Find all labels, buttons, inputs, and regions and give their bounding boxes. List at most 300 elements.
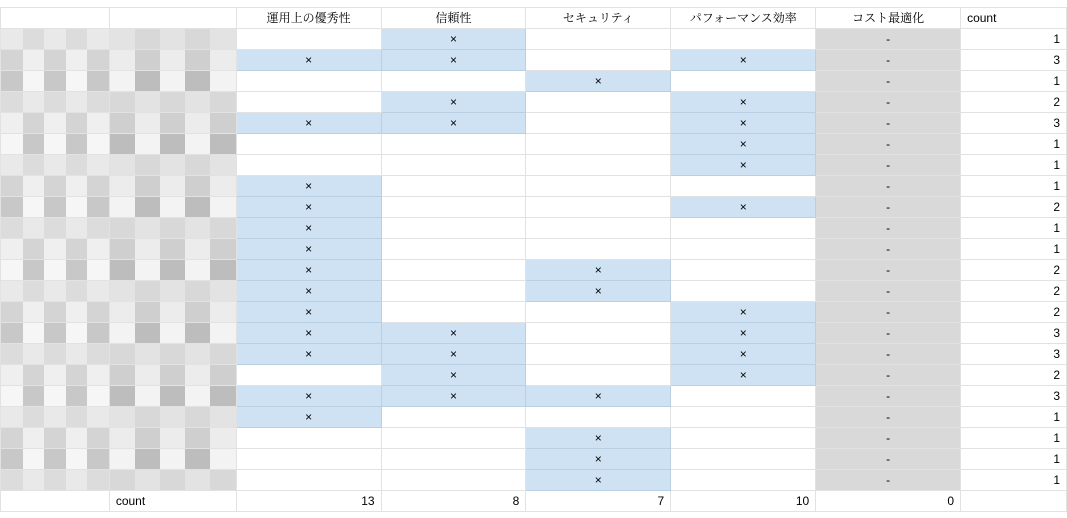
redacted-pixel-block: [135, 155, 161, 175]
cell-security[interactable]: ×: [526, 449, 671, 470]
table-row: [1, 197, 1067, 218]
cell-performance-efficiency[interactable]: [671, 449, 816, 470]
table-row: [1, 134, 1067, 155]
cell-count[interactable]: 1: [961, 449, 1067, 470]
header-cell-b[interactable]: [109, 8, 236, 29]
redacted-pixel-block: [110, 281, 136, 301]
cell-cost-optimization[interactable]: -: [816, 302, 961, 323]
redacted-pixel-block: [110, 155, 136, 175]
redacted-cell-a[interactable]: [1, 92, 110, 113]
cell-security[interactable]: [526, 92, 671, 113]
cell-cost-optimization[interactable]: -: [816, 323, 961, 344]
cell-performance-efficiency[interactable]: ×: [671, 344, 816, 365]
cell-reliability[interactable]: [381, 155, 526, 176]
cell-performance-efficiency[interactable]: [671, 71, 816, 92]
cell-reliability[interactable]: [381, 239, 526, 260]
redacted-pixel-block: [110, 50, 136, 70]
redacted-pixel-block: [135, 281, 161, 301]
cell-security[interactable]: [526, 323, 671, 344]
cell-security[interactable]: ×: [526, 386, 671, 407]
cell-reliability[interactable]: ×: [381, 113, 526, 134]
cell-performance-efficiency[interactable]: [671, 239, 816, 260]
cell-security[interactable]: [526, 302, 671, 323]
redacted-cell-b[interactable]: [109, 29, 236, 50]
cell-cost-optimization[interactable]: -: [816, 50, 961, 71]
cell-operational-excellence[interactable]: [236, 365, 381, 386]
cell-count[interactable]: 1: [961, 470, 1067, 491]
totals-trailing-cell[interactable]: [961, 491, 1067, 512]
redacted-pixel-block: [44, 113, 66, 133]
cell-performance-efficiency[interactable]: [671, 470, 816, 491]
cell-count[interactable]: 3: [961, 50, 1067, 71]
redacted-pixel-block: [87, 92, 109, 112]
cell-operational-excellence[interactable]: ×: [236, 113, 381, 134]
grid-body: [1, 29, 1067, 491]
redacted-pixel-block: [66, 344, 88, 364]
cell-security[interactable]: [526, 365, 671, 386]
redacted-pixel-block: [87, 218, 109, 238]
redacted-cell-a[interactable]: [1, 407, 110, 428]
redacted-pixel-block: [160, 449, 186, 469]
redacted-pixel-block: [23, 407, 45, 427]
redacted-pixel-block: [185, 50, 211, 70]
redacted-cell-a[interactable]: [1, 470, 110, 491]
cell-security[interactable]: [526, 218, 671, 239]
redacted-pixel-block: [1, 113, 23, 133]
cell-cost-optimization[interactable]: -: [816, 449, 961, 470]
redacted-pixel-block: [23, 218, 45, 238]
cell-reliability[interactable]: [381, 176, 526, 197]
cell-security[interactable]: [526, 407, 671, 428]
redacted-pixel-block: [210, 176, 236, 196]
redacted-pixel-block: [185, 386, 211, 406]
cell-count[interactable]: 3: [961, 344, 1067, 365]
redacted-pixel-block: [160, 50, 186, 70]
redacted-pixel-block: [44, 407, 66, 427]
redacted-cell-b[interactable]: [109, 71, 236, 92]
cell-reliability[interactable]: [381, 281, 526, 302]
cell-operational-excellence[interactable]: [236, 92, 381, 113]
redacted-pixel-block: [66, 260, 88, 280]
total-cost-optimization[interactable]: 0: [816, 491, 961, 512]
redacted-cell-a[interactable]: [1, 197, 110, 218]
redacted-pixel-block: [210, 155, 236, 175]
cell-count[interactable]: 2: [961, 302, 1067, 323]
cell-operational-excellence[interactable]: ×: [236, 302, 381, 323]
redacted-pixel-block: [44, 29, 66, 49]
cell-performance-efficiency[interactable]: ×: [671, 92, 816, 113]
cell-cost-optimization[interactable]: -: [816, 155, 961, 176]
redacted-cell-b[interactable]: [109, 386, 236, 407]
redacted-pixel-block: [110, 344, 136, 364]
redacted-pixel-block: [135, 29, 161, 49]
header-security[interactable]: セキュリティ: [526, 8, 671, 29]
cell-reliability[interactable]: [381, 449, 526, 470]
cell-cost-optimization[interactable]: -: [816, 281, 961, 302]
cell-reliability[interactable]: ×: [381, 50, 526, 71]
redacted-pixel-block: [185, 428, 211, 448]
redacted-pixel-block: [23, 428, 45, 448]
cell-performance-efficiency[interactable]: [671, 407, 816, 428]
redacted-cell-b[interactable]: [109, 323, 236, 344]
redacted-pixel-block: [110, 470, 136, 490]
cell-operational-excellence[interactable]: ×: [236, 386, 381, 407]
redacted-pixel-block: [87, 344, 109, 364]
redacted-pixel-block: [110, 428, 136, 448]
redacted-cell-b[interactable]: [109, 113, 236, 134]
redacted-pixel-block: [160, 155, 186, 175]
cell-reliability[interactable]: [381, 470, 526, 491]
redacted-cell-a[interactable]: [1, 134, 110, 155]
cell-count[interactable]: 2: [961, 92, 1067, 113]
redacted-pixel-block: [135, 134, 161, 154]
redacted-cell-a[interactable]: [1, 365, 110, 386]
redacted-pixel-block: [23, 365, 45, 385]
redacted-cell-a[interactable]: [1, 302, 110, 323]
redacted-pixel-block: [44, 302, 66, 322]
redacted-pixel-block: [66, 365, 88, 385]
cell-count[interactable]: 1: [961, 29, 1067, 50]
cell-operational-excellence[interactable]: ×: [236, 239, 381, 260]
redacted-pixel-block: [44, 134, 66, 154]
cell-operational-excellence[interactable]: [236, 449, 381, 470]
totals-row: [1, 491, 1067, 512]
header-count[interactable]: count: [961, 8, 1067, 29]
redacted-pixel-block: [44, 239, 66, 259]
cell-reliability[interactable]: ×: [381, 323, 526, 344]
cell-reliability[interactable]: ×: [381, 386, 526, 407]
cell-cost-optimization[interactable]: -: [816, 29, 961, 50]
redacted-pixel-block: [210, 92, 236, 112]
redacted-cell-b[interactable]: [109, 239, 236, 260]
totals-label[interactable]: count: [109, 491, 236, 512]
redacted-cell-b[interactable]: [109, 281, 236, 302]
redacted-pixel-block: [1, 344, 23, 364]
cell-count[interactable]: 2: [961, 281, 1067, 302]
cell-cost-optimization[interactable]: -: [816, 92, 961, 113]
cell-cost-optimization[interactable]: -: [816, 239, 961, 260]
cell-operational-excellence[interactable]: ×: [236, 407, 381, 428]
cell-operational-excellence[interactable]: [236, 470, 381, 491]
cell-security[interactable]: [526, 197, 671, 218]
table-row: [1, 302, 1067, 323]
redacted-pixel-block: [23, 386, 45, 406]
cell-reliability[interactable]: [381, 71, 526, 92]
redacted-pixel-block: [66, 218, 88, 238]
cell-security[interactable]: [526, 344, 671, 365]
cell-count[interactable]: 3: [961, 386, 1067, 407]
cell-count[interactable]: 1: [961, 155, 1067, 176]
cell-count[interactable]: 2: [961, 365, 1067, 386]
redacted-cell-a[interactable]: [1, 281, 110, 302]
cell-security[interactable]: ×: [526, 281, 671, 302]
redacted-cell-a[interactable]: [1, 239, 110, 260]
redacted-cell-b[interactable]: [109, 344, 236, 365]
table-row: [1, 92, 1067, 113]
cell-count[interactable]: 2: [961, 260, 1067, 281]
cell-security[interactable]: ×: [526, 470, 671, 491]
redacted-pixel-block: [87, 176, 109, 196]
cell-reliability[interactable]: [381, 428, 526, 449]
redacted-pixel-block: [1, 407, 23, 427]
cell-reliability[interactable]: ×: [381, 29, 526, 50]
cell-operational-excellence[interactable]: ×: [236, 176, 381, 197]
cell-reliability[interactable]: [381, 134, 526, 155]
redacted-pixel-block: [110, 323, 136, 343]
cell-performance-efficiency[interactable]: [671, 428, 816, 449]
cell-cost-optimization[interactable]: -: [816, 386, 961, 407]
redacted-cell-b[interactable]: [109, 155, 236, 176]
redacted-pixel-block: [160, 323, 186, 343]
redacted-cell-a[interactable]: [1, 449, 110, 470]
redacted-pixel-block: [44, 365, 66, 385]
redacted-pixel-block: [23, 281, 45, 301]
redacted-pixel-block: [135, 365, 161, 385]
redacted-pixel-block: [160, 428, 186, 448]
redacted-pixel-block: [160, 71, 186, 91]
cell-count[interactable]: 2: [961, 197, 1067, 218]
redacted-pixel-block: [66, 197, 88, 217]
redacted-cell-b[interactable]: [109, 218, 236, 239]
total-reliability[interactable]: 8: [381, 491, 526, 512]
redacted-pixel-block: [87, 29, 109, 49]
cell-performance-efficiency[interactable]: ×: [671, 323, 816, 344]
redacted-pixel-block: [44, 197, 66, 217]
table-row: [1, 239, 1067, 260]
redacted-cell-a[interactable]: [1, 386, 110, 407]
cell-cost-optimization[interactable]: -: [816, 218, 961, 239]
redacted-pixel-block: [185, 365, 211, 385]
redacted-pixel-block: [23, 260, 45, 280]
cell-security[interactable]: [526, 29, 671, 50]
redacted-cell-b[interactable]: [109, 197, 236, 218]
cell-performance-efficiency[interactable]: ×: [671, 134, 816, 155]
redacted-pixel-block: [87, 155, 109, 175]
redacted-pixel-block: [210, 344, 236, 364]
header-reliability[interactable]: 信頼性: [381, 8, 526, 29]
redacted-cell-a[interactable]: [1, 155, 110, 176]
redacted-cell-a[interactable]: [1, 29, 110, 50]
cell-cost-optimization[interactable]: -: [816, 134, 961, 155]
cell-count[interactable]: 1: [961, 407, 1067, 428]
table-row: [1, 50, 1067, 71]
header-cell-a[interactable]: [1, 8, 110, 29]
cell-reliability[interactable]: ×: [381, 344, 526, 365]
cell-cost-optimization[interactable]: -: [816, 113, 961, 134]
cell-performance-efficiency[interactable]: [671, 386, 816, 407]
cell-count[interactable]: 3: [961, 323, 1067, 344]
redacted-pixel-block: [135, 113, 161, 133]
redacted-pixel-block: [23, 197, 45, 217]
cell-security[interactable]: ×: [526, 71, 671, 92]
redacted-pixel-block: [87, 239, 109, 259]
cell-reliability[interactable]: ×: [381, 92, 526, 113]
cell-count[interactable]: 1: [961, 134, 1067, 155]
redacted-cell-a[interactable]: [1, 50, 110, 71]
redacted-cell-a[interactable]: [1, 218, 110, 239]
cell-security[interactable]: [526, 134, 671, 155]
redacted-cell-b[interactable]: [109, 50, 236, 71]
cell-operational-excellence[interactable]: ×: [236, 344, 381, 365]
redacted-pixel-block: [23, 113, 45, 133]
total-operational-excellence[interactable]: 13: [236, 491, 381, 512]
redacted-pixel-block: [135, 386, 161, 406]
cell-security[interactable]: [526, 176, 671, 197]
redacted-pixel-block: [210, 365, 236, 385]
redacted-pixel-block: [135, 239, 161, 259]
table-row: [1, 449, 1067, 470]
cell-performance-efficiency[interactable]: ×: [671, 302, 816, 323]
redacted-pixel-block: [1, 302, 23, 322]
cell-operational-excellence[interactable]: [236, 134, 381, 155]
redacted-pixel-block: [23, 29, 45, 49]
redacted-pixel-block: [87, 302, 109, 322]
cell-security[interactable]: [526, 113, 671, 134]
redacted-pixel-block: [185, 302, 211, 322]
redacted-pixel-block: [1, 197, 23, 217]
cell-performance-efficiency[interactable]: [671, 29, 816, 50]
header-performance-efficiency[interactable]: パフォーマンス効率: [671, 8, 816, 29]
cell-cost-optimization[interactable]: -: [816, 407, 961, 428]
total-performance-efficiency[interactable]: 10: [671, 491, 816, 512]
cell-operational-excellence[interactable]: ×: [236, 281, 381, 302]
redacted-pixel-block: [210, 323, 236, 343]
header-cost-optimization[interactable]: コスト最適化: [816, 8, 961, 29]
redacted-pixel-block: [1, 155, 23, 175]
redacted-cell-b[interactable]: [109, 365, 236, 386]
cell-operational-excellence[interactable]: [236, 71, 381, 92]
cell-reliability[interactable]: [381, 302, 526, 323]
cell-security[interactable]: [526, 239, 671, 260]
cell-cost-optimization[interactable]: -: [816, 260, 961, 281]
cell-security[interactable]: ×: [526, 428, 671, 449]
redacted-pixel-block: [87, 260, 109, 280]
redacted-pixel-block: [135, 50, 161, 70]
redacted-pixel-block: [44, 449, 66, 469]
cell-performance-efficiency[interactable]: [671, 260, 816, 281]
redacted-cell-b[interactable]: [109, 449, 236, 470]
redacted-pixel-block: [66, 386, 88, 406]
cell-reliability[interactable]: [381, 260, 526, 281]
cell-performance-efficiency[interactable]: ×: [671, 197, 816, 218]
redacted-cell-b[interactable]: [109, 407, 236, 428]
cell-performance-efficiency[interactable]: ×: [671, 50, 816, 71]
redacted-pixel-block: [1, 428, 23, 448]
cell-reliability[interactable]: [381, 407, 526, 428]
redacted-pixel-block: [23, 134, 45, 154]
redacted-pixel-block: [135, 344, 161, 364]
cell-cost-optimization[interactable]: -: [816, 470, 961, 491]
cell-cost-optimization[interactable]: -: [816, 428, 961, 449]
cell-count[interactable]: 3: [961, 113, 1067, 134]
header-operational-excellence[interactable]: 運用上の優秀性: [236, 8, 381, 29]
cell-security[interactable]: ×: [526, 260, 671, 281]
cell-cost-optimization[interactable]: -: [816, 344, 961, 365]
cell-count[interactable]: 1: [961, 71, 1067, 92]
redacted-cell-b[interactable]: [109, 92, 236, 113]
cell-operational-excellence[interactable]: [236, 155, 381, 176]
cell-security[interactable]: [526, 50, 671, 71]
redacted-cell-b[interactable]: [109, 260, 236, 281]
redacted-pixel-block: [110, 239, 136, 259]
cell-security[interactable]: [526, 155, 671, 176]
cell-operational-excellence[interactable]: [236, 428, 381, 449]
redacted-cell-b[interactable]: [109, 470, 236, 491]
redacted-cell-b[interactable]: [109, 302, 236, 323]
redacted-cell-a[interactable]: [1, 428, 110, 449]
cell-reliability[interactable]: [381, 218, 526, 239]
redacted-cell-a[interactable]: [1, 323, 110, 344]
redacted-cell-a[interactable]: [1, 113, 110, 134]
cell-operational-excellence[interactable]: [236, 29, 381, 50]
cell-performance-efficiency[interactable]: [671, 218, 816, 239]
table-row: [1, 344, 1067, 365]
total-security[interactable]: 7: [526, 491, 671, 512]
redacted-pixel-block: [66, 155, 88, 175]
cell-cost-optimization[interactable]: -: [816, 176, 961, 197]
table-row: [1, 29, 1067, 50]
cell-cost-optimization[interactable]: -: [816, 365, 961, 386]
cell-performance-efficiency[interactable]: [671, 176, 816, 197]
cell-performance-efficiency[interactable]: ×: [671, 155, 816, 176]
cell-count[interactable]: 1: [961, 239, 1067, 260]
redacted-pixel-block: [23, 155, 45, 175]
cell-cost-optimization[interactable]: -: [816, 197, 961, 218]
redacted-pixel-block: [23, 71, 45, 91]
redacted-pixel-block: [87, 407, 109, 427]
redacted-cell-b[interactable]: [109, 428, 236, 449]
redacted-pixel-block: [23, 323, 45, 343]
redacted-pixel-block: [185, 92, 211, 112]
cell-cost-optimization[interactable]: -: [816, 71, 961, 92]
redacted-cell-b[interactable]: [109, 134, 236, 155]
redacted-pixel-block: [1, 71, 23, 91]
redacted-pixel-block: [66, 50, 88, 70]
redacted-pixel-block: [87, 113, 109, 133]
redacted-pixel-block: [185, 323, 211, 343]
table-row: [1, 155, 1067, 176]
table-row: [1, 71, 1067, 92]
redacted-pixel-block: [185, 71, 211, 91]
cell-performance-efficiency[interactable]: ×: [671, 365, 816, 386]
cell-operational-excellence[interactable]: ×: [236, 50, 381, 71]
cell-count[interactable]: 1: [961, 176, 1067, 197]
cell-operational-excellence[interactable]: ×: [236, 218, 381, 239]
redacted-pixel-block: [210, 428, 236, 448]
cell-count[interactable]: 1: [961, 428, 1067, 449]
cell-reliability[interactable]: ×: [381, 365, 526, 386]
redacted-pixel-block: [110, 176, 136, 196]
totals-blank-cell[interactable]: [1, 491, 110, 512]
redacted-pixel-block: [87, 428, 109, 448]
redacted-cell-a[interactable]: [1, 260, 110, 281]
redacted-cell-a[interactable]: [1, 71, 110, 92]
cell-operational-excellence[interactable]: ×: [236, 260, 381, 281]
cell-count[interactable]: 1: [961, 218, 1067, 239]
redacted-pixel-block: [185, 281, 211, 301]
cell-performance-efficiency[interactable]: [671, 281, 816, 302]
cell-operational-excellence[interactable]: ×: [236, 197, 381, 218]
redacted-pixel-block: [185, 113, 211, 133]
cell-operational-excellence[interactable]: ×: [236, 323, 381, 344]
cell-reliability[interactable]: [381, 197, 526, 218]
redacted-pixel-block: [210, 218, 236, 238]
cell-performance-efficiency[interactable]: ×: [671, 113, 816, 134]
redacted-pixel-block: [87, 134, 109, 154]
redacted-cell-a[interactable]: [1, 344, 110, 365]
redacted-cell-a[interactable]: [1, 176, 110, 197]
redacted-cell-b[interactable]: [109, 176, 236, 197]
